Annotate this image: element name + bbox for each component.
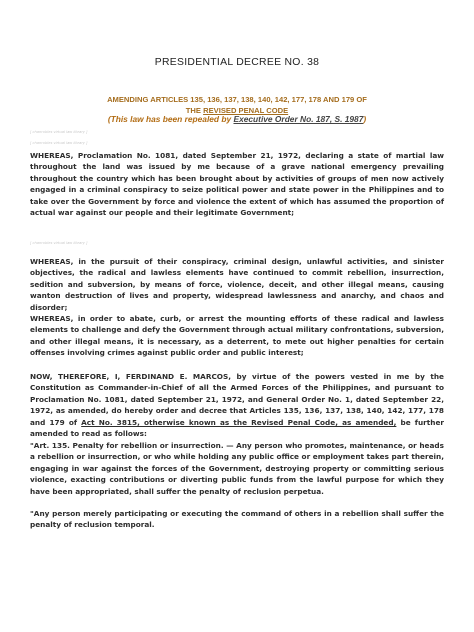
now-therefore-paragraph [30, 371, 444, 440]
amending-heading-line2-prefix: THE [185, 106, 204, 115]
act-3815-link[interactable]: Act No. 3815, otherwise known as the Revised Penal Code, as amended, [81, 417, 397, 427]
executive-order-link[interactable]: Executive Order No. 187, S. 1987 [233, 114, 364, 124]
watermark-text: [ chanrobles virtual law library ] [30, 130, 88, 134]
repeal-notice-prefix: (This law has been repealed by [107, 114, 234, 124]
now-therefore-text: NOW, THEREFORE, I, FERDINAND E. MARCOS, by virtue of the powers vested in me by the Constitution as Commander-in-Chief of all the Armed Forces of the Philippines, and pursuant to Proclamation No. 1081, dated September 21, 1972, and General Order No. 1, dated September 22, 1972, as amended, do hereby order and decree that Articles 135, 136, 137, 138, 140, 142, 177, 178 and 179 of [30, 372, 444, 427]
repeal-notice [0, 114, 474, 124]
repeal-notice-suffix: ) [363, 114, 367, 124]
revised-penal-code-link[interactable]: REVISED PENAL CODE [203, 106, 289, 115]
article-135-second-paragraph: "Any person merely participating or executing the command of others in a rebellion shall suffer the penalty of reclusion temporal. [30, 509, 444, 530]
watermark-text: [ chanrobles virtual law library ] [30, 241, 88, 245]
amending-heading [20, 94, 454, 116]
watermark-text: [ chanrobles virtual law library ] [30, 141, 88, 145]
whereas-paragraph-3: WHEREAS, in order to abate, curb, or arrest the mounting efforts of these radical and lawless elements to challenge and defy the Government through actual military confrontations, subversion, and other illegal means, it is necessary, as a deterrent, to mete out higher penalties for certain offenses involving crimes against public order and public interest; [30, 314, 444, 358]
now-therefore-suffix: be further amended to read as follows: [30, 417, 445, 439]
decree-title: PRESIDENTIAL DECREE NO. 38 [154, 57, 320, 68]
whereas-paragraph-2: WHEREAS, in the pursuit of their conspiracy, criminal design, unlawful activities, and sinister objectives, the radical and lawless elements have continued to commit rebellion, insurrection, sedition and subversion, by means of force, violence, deceit, and other illegal means, causing wanton destruction of lives and property, widespread lawlessness and anarchy, and chaos and disorder; [30, 257, 444, 312]
whereas-paragraph-1: WHEREAS, Proclamation No. 1081, dated September 21, 1972, declaring a state of martial law throughout the land was issued by me because of a grave national emergency prevailing throughout the country which has been brought about by activities of groups of men now actively engaged in a criminal conspiracy to seize political power and state power in the Philippines and to take over the Government by force and violence the extent of which has assumed the proportion of actual war against our people and their legitimate Government; [30, 151, 444, 218]
amending-heading-line1: AMENDING ARTICLES 135, 136, 137, 138, 140, 142, 177, 178 AND 179 OF [107, 95, 367, 104]
article-135-paragraph: "Art. 135. Penalty for rebellion or insurrection. — Any person who promotes, maintenance, or heads a rebellion or insurrection, or who while holding any public office or employment takes part therein, engaging in war against the forces of the Government, destroying property or committing serious violence, exacting contributions or diverting public funds from the lawful purpose for which they have been appropriated, shall suffer the penalty of reclusion perpetua. [30, 441, 444, 496]
